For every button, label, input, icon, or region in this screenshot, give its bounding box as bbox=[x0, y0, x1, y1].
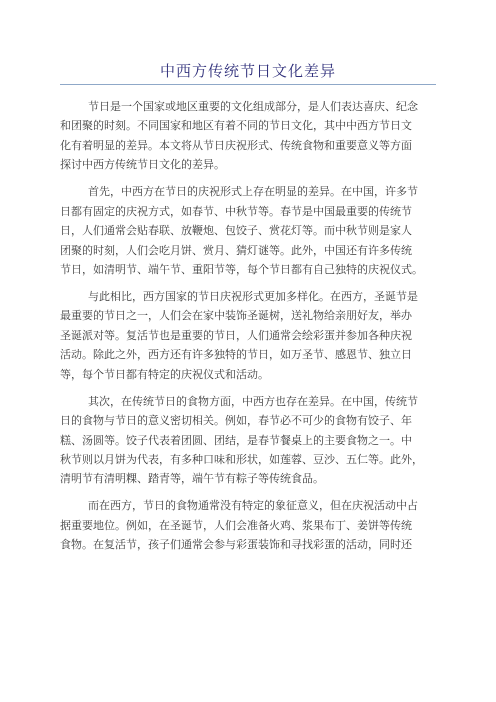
paragraph-2 bbox=[60, 182, 450, 279]
paragraph-4 bbox=[60, 392, 450, 489]
paragraph-line: 和团聚的时刻。不同国家和地区有着不同的节日文化，其中中西方节日文 bbox=[60, 119, 412, 133]
title-divider bbox=[60, 84, 436, 85]
paragraph-line: 圣诞派对等。复活节也是重要的节日，人们通常会绘彩蛋并参加各种庆祝 bbox=[60, 328, 412, 342]
paragraph-line: 节日是一个国家或地区重要的文化组成部分，是人们表达喜庆、纪念 bbox=[88, 100, 418, 113]
paragraph-line: 探讨中西方传统节日文化的差异。 bbox=[60, 158, 225, 172]
paragraph-line: 日都有固定的庆祝方式，如春节、中秋节等。春节是中国最重要的传统节 bbox=[60, 204, 412, 218]
paragraph-line: 活动。除此之外，西方还有许多独特的节日，如万圣节、感恩节、独立日 bbox=[60, 348, 412, 362]
paragraph-line: 秋节则以月饼为代表，有多种口味和形状，如莲蓉、豆沙、五仁等。此外， bbox=[60, 452, 423, 466]
paragraph-line: 清明节有清明粿、踏青等，端午节有粽子等传统食品。 bbox=[60, 472, 324, 486]
paragraph-line: 其次，在传统节日的食物方面，中西方也存在差异。在中国，传统节 bbox=[88, 394, 418, 408]
paragraph-line: 首先，中西方在节日的庆祝形式上存在明显的差异。在中国，许多节 bbox=[88, 185, 418, 199]
paragraph-5 bbox=[60, 496, 450, 554]
paragraph-line: 与此相比，西方国家的节日庆祝形式更加多样化。在西方，圣诞节是 bbox=[88, 289, 418, 303]
paragraph-line: 最重要的节日之一，人们会在家中装饰圣诞树，送礼物给亲朋好友，举办 bbox=[60, 309, 412, 323]
paragraph-line: 食物。在复活节，孩子们通常会参与彩蛋装饰和寻找彩蛋的活动，同时还 bbox=[60, 538, 412, 552]
paragraph-line: 团聚的时刻，人们会吃月饼、赏月、猜灯谜等。此外，中国还有许多传统 bbox=[60, 243, 412, 257]
paragraph-line: 而在西方，节日的食物通常没有特定的象征意义，但在庆祝活动中占 bbox=[88, 499, 418, 513]
paragraph-line: 节日，如清明节、端午节、重阳节等，每个节日都有自己独特的庆祝仪式。 bbox=[60, 263, 423, 276]
paragraph-line: 糕、汤圆等。饺子代表着团圆、团结，是春节餐桌上的主要食物之一。中 bbox=[60, 433, 412, 447]
paragraph-3 bbox=[60, 287, 450, 384]
paragraph-line: 据重要地位。例如，在圣诞节，人们会准备火鸡、浆果布丁、姜饼等传统 bbox=[60, 518, 412, 532]
paragraph-line: 日的食物与节日的意义密切相关。例如，春节必不可少的食物有饺子、年 bbox=[60, 414, 412, 428]
paragraph-line: 等，每个节日都有特定的庆祝仪式和活动。 bbox=[60, 367, 269, 381]
paragraph-line: 化有着明显的差异。本文将从节日庆祝形式、传统食物和重要意义等方面 bbox=[60, 138, 412, 152]
document-body bbox=[60, 97, 450, 562]
paragraph-1 bbox=[60, 97, 450, 175]
paragraph-line: 日，人们通常会贴春联、放鞭炮、包饺子、赏花灯等。而中秋节则是家人 bbox=[60, 224, 412, 238]
document-title: 中西方传统节日文化差异 bbox=[159, 62, 336, 80]
